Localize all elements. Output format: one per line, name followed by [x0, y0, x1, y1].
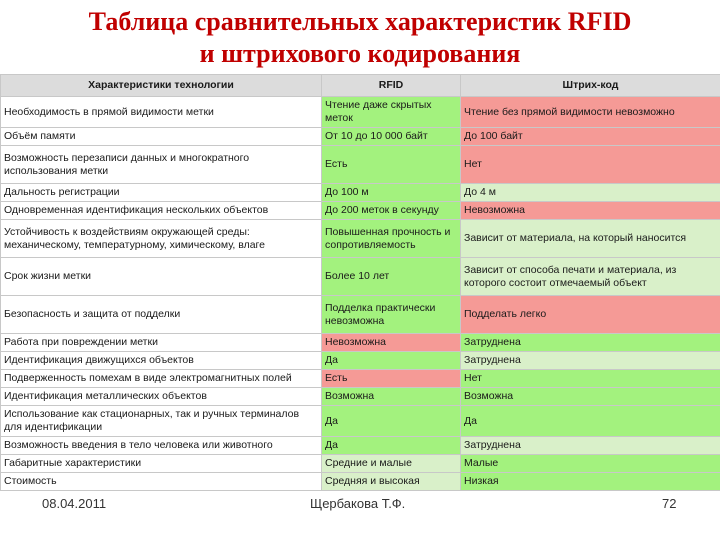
- table-row: [1, 128, 720, 146]
- cell-rfid: Повышенная прочность и сопротивляемость: [322, 220, 461, 258]
- cell-barcode: Затруднена: [461, 352, 720, 370]
- cell-rfid: До 100 м: [322, 184, 461, 202]
- footer-author: Щербакова Т.Ф.: [310, 496, 406, 511]
- cell-barcode: До 100 байт: [461, 128, 720, 146]
- table-row: [1, 437, 720, 455]
- cell-barcode: Затруднена: [461, 334, 720, 352]
- cell-feature: Объём памяти: [1, 128, 322, 146]
- cell-barcode: Подделать легко: [461, 296, 720, 334]
- cell-rfid: До 200 меток в секунду: [322, 202, 461, 220]
- slide-title-line2: и штрихового кодирования: [199, 39, 521, 68]
- table-row: [1, 296, 720, 334]
- cell-rfid: Да: [322, 352, 461, 370]
- cell-rfid: Средняя и высокая: [322, 473, 461, 491]
- table-row: [1, 184, 720, 202]
- table-row: [1, 473, 720, 491]
- header-barcode: Штрих-код: [461, 75, 720, 97]
- cell-rfid: От 10 до 10 000 байт: [322, 128, 461, 146]
- table-body: [1, 97, 720, 491]
- cell-rfid: Более 10 лет: [322, 258, 461, 296]
- cell-rfid: Возможна: [322, 388, 461, 406]
- table-row: [1, 202, 720, 220]
- cell-barcode: Невозможна: [461, 202, 720, 220]
- cell-rfid: Есть: [322, 370, 461, 388]
- table-header-row: [1, 75, 720, 97]
- cell-rfid: Средние и малые: [322, 455, 461, 473]
- cell-feature: Срок жизни метки: [1, 258, 322, 296]
- cell-feature: Необходимость в прямой видимости метки: [1, 97, 322, 128]
- cell-rfid: Чтение даже скрытых меток: [322, 97, 461, 128]
- cell-feature: Габаритные характеристики: [1, 455, 322, 473]
- cell-rfid: Да: [322, 406, 461, 437]
- cell-barcode: Зависит от материала, на который наносится: [461, 220, 720, 258]
- table-row: [1, 406, 720, 437]
- cell-rfid: Подделка практически невозможна: [322, 296, 461, 334]
- header-rfid: RFID: [322, 75, 461, 97]
- header-feature: Характеристики технологии: [1, 75, 322, 97]
- table-row: [1, 146, 720, 184]
- cell-barcode: Низкая: [461, 473, 720, 491]
- cell-feature: Возможность перезаписи данных и многократного использования метки: [1, 146, 322, 184]
- cell-barcode: Затруднена: [461, 437, 720, 455]
- cell-rfid: Есть: [322, 146, 461, 184]
- footer-page-number: 72: [662, 496, 677, 511]
- table-row: [1, 455, 720, 473]
- cell-barcode: Зависит от способа печати и материала, из которого состоит отмечаемый объект: [461, 258, 720, 296]
- table-row: [1, 334, 720, 352]
- table-row: [1, 97, 720, 128]
- cell-barcode: Малые: [461, 455, 720, 473]
- cell-barcode: До 4 м: [461, 184, 720, 202]
- table-row: [1, 370, 720, 388]
- cell-feature: Одновременная идентификация нескольких объектов: [1, 202, 322, 220]
- cell-barcode: Чтение без прямой видимости невозможно: [461, 97, 720, 128]
- cell-feature: Использование как стационарных, так и ручных терминалов для идентификации: [1, 406, 322, 437]
- cell-barcode: Да: [461, 406, 720, 437]
- cell-feature: Подверженность помехам в виде электромагнитных полей: [1, 370, 322, 388]
- table-row: [1, 258, 720, 296]
- cell-feature: Дальность регистрации: [1, 184, 322, 202]
- cell-barcode: Возможна: [461, 388, 720, 406]
- cell-feature: Стоимость: [1, 473, 322, 491]
- cell-feature: Безопасность и защита от подделки: [1, 296, 322, 334]
- cell-feature: Идентификация металлических объектов: [1, 388, 322, 406]
- slide-title-line1: Таблица сравнительных характеристик RFID: [88, 7, 632, 36]
- table-row: [1, 220, 720, 258]
- cell-feature: Устойчивость к воздействиям окружающей среды: механическому, температурному, химическому, влаге: [1, 220, 322, 258]
- slide-title: [0, 6, 720, 70]
- cell-rfid: Невозможна: [322, 334, 461, 352]
- cell-barcode: Нет: [461, 370, 720, 388]
- table-row: [1, 388, 720, 406]
- cell-feature: Работа при повреждении метки: [1, 334, 322, 352]
- footer-date: 08.04.2011: [42, 496, 107, 511]
- cell-feature: Идентификация движущихся объектов: [1, 352, 322, 370]
- cell-feature: Возможность введения в тело человека или животного: [1, 437, 322, 455]
- cell-rfid: Да: [322, 437, 461, 455]
- comparison-table: [0, 74, 720, 491]
- table-row: [1, 352, 720, 370]
- cell-barcode: Нет: [461, 146, 720, 184]
